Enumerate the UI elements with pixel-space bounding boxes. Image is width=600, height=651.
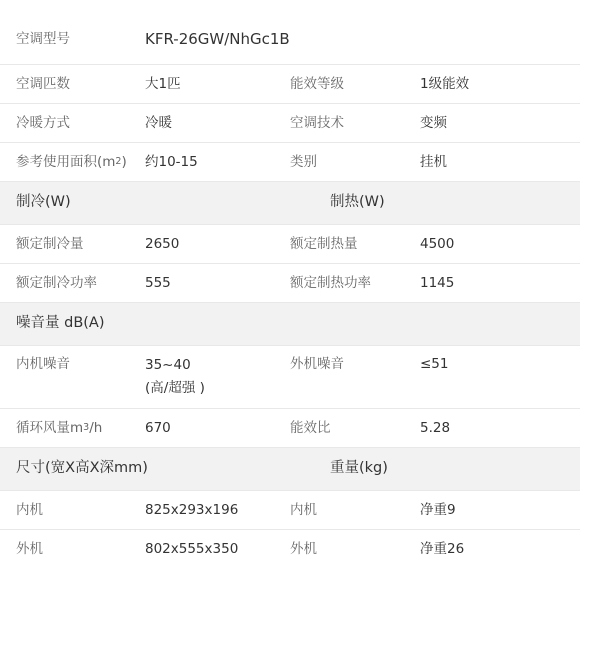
row-label-outdoor-size: 外机 — [16, 540, 43, 557]
row-label-capacity: 空调匹数 — [16, 75, 70, 92]
row-label-area-tail: ) — [121, 153, 127, 170]
table-row — [0, 529, 580, 568]
row-value-indoor-weight: 净重9 — [420, 501, 456, 518]
table-row — [0, 490, 580, 529]
row-value-indoor-noise-line2: (高/超强 ) — [145, 379, 205, 396]
row-value-eer: 5.28 — [420, 419, 451, 436]
row-value-area: 约10-15 — [145, 153, 198, 170]
row-value-indoor-size: 825x293x196 — [145, 501, 239, 518]
table-row-model — [0, 14, 580, 64]
row-label-indoor-noise: 内机噪音 — [16, 356, 70, 372]
row-value-indoor-noise — [145, 346, 290, 408]
section-title-cooling: 制冷(W) — [16, 194, 71, 211]
row-label-indoor-weight: 内机 — [290, 501, 317, 518]
row-value-category: 挂机 — [420, 153, 447, 170]
table-row — [0, 263, 580, 302]
section-title-noise: 噪音量 dB(A) — [16, 315, 105, 332]
row-value-energy-grade: 1级能效 — [420, 75, 470, 92]
row-value-rated-heating-capacity: 4500 — [420, 235, 455, 252]
row-label-indoor-size: 内机 — [16, 501, 43, 518]
row-value-technology: 变频 — [420, 114, 447, 131]
row-label-rated-cooling-power: 额定制冷功率 — [16, 274, 97, 291]
section-title-weight: 重量(kg) — [330, 460, 388, 476]
row-label-airflow: 循环风量m 3 /h — [0, 409, 145, 447]
row-value-model: KFR-26GW/NhGc1B — [145, 29, 290, 48]
section-title-heating: 制热(W) — [330, 194, 385, 211]
row-label-outdoor-weight: 外机 — [290, 540, 317, 557]
table-row — [0, 103, 580, 142]
table-row — [0, 64, 580, 103]
table-row — [0, 142, 580, 181]
row-value-outdoor-weight: 净重26 — [420, 540, 465, 557]
row-label-airflow-tail: /h — [89, 419, 103, 436]
row-label-mode: 冷暖方式 — [16, 114, 70, 131]
row-label-category: 类别 — [290, 153, 317, 170]
section-header-noise — [0, 302, 580, 345]
row-label-eer: 能效比 — [290, 419, 331, 436]
row-label-airflow-main: 循环风量m — [16, 419, 84, 436]
row-label-rated-heating-capacity: 额定制热量 — [290, 235, 358, 252]
section-header-size-weight — [0, 447, 580, 490]
row-label-model: 空调型号 — [16, 30, 70, 47]
row-value-rated-cooling-capacity: 2650 — [145, 235, 180, 252]
row-label-area: 参考使用面积(m 2 ) — [0, 143, 145, 181]
row-label-rated-cooling-capacity: 额定制冷量 — [16, 235, 84, 252]
row-label-area-main: 参考使用面积(m — [16, 153, 116, 170]
table-row — [0, 345, 580, 408]
row-value-outdoor-size: 802x555x350 — [145, 540, 239, 557]
row-value-indoor-noise-line1: 35~40 — [145, 357, 191, 373]
row-value-capacity: 大1匹 — [145, 75, 181, 92]
row-value-rated-cooling-power: 555 — [145, 274, 171, 291]
section-title-noise-right — [330, 303, 580, 345]
row-value-airflow: 670 — [145, 419, 171, 436]
row-label-energy-grade: 能效等级 — [290, 75, 344, 92]
row-value-outdoor-noise: ≤51 — [420, 356, 449, 372]
spec-table — [0, 14, 600, 568]
section-header-cool-heat — [0, 181, 580, 224]
row-value-rated-heating-power: 1145 — [420, 274, 455, 291]
row-label-outdoor-noise: 外机噪音 — [290, 356, 344, 372]
table-row — [0, 224, 580, 263]
section-title-size: 尺寸(宽X高X深mm) — [16, 460, 148, 476]
bottom-spacer — [0, 568, 600, 578]
top-spacer — [0, 0, 600, 14]
row-value-mode: 冷暖 — [145, 114, 172, 131]
table-row — [0, 408, 580, 447]
row-label-rated-heating-power: 额定制热功率 — [290, 274, 371, 291]
row-label-technology: 空调技术 — [290, 114, 344, 131]
